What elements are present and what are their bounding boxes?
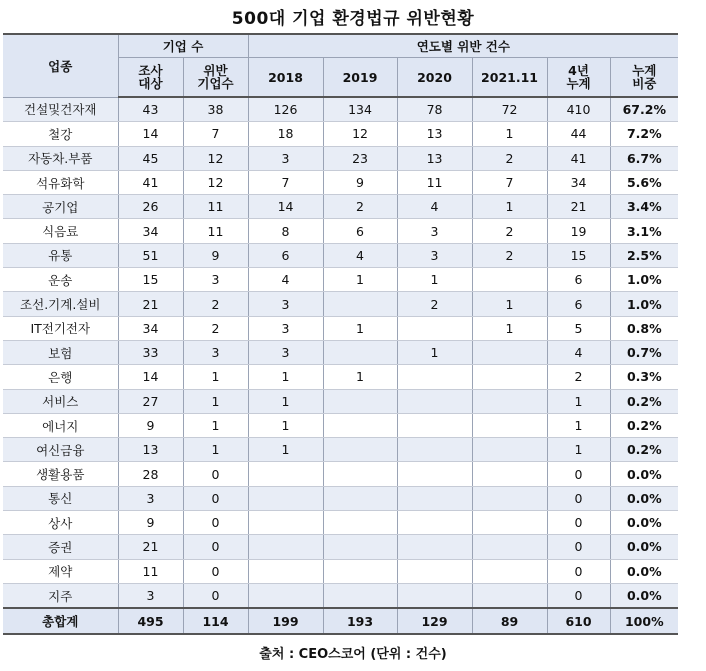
value-cell: 3 (248, 340, 323, 364)
value-cell: 1 (472, 316, 547, 340)
value-cell: 6 (547, 268, 610, 292)
value-cell: 2 (547, 365, 610, 389)
share-cell: 3.4% (610, 195, 678, 219)
value-cell: 34 (547, 170, 610, 194)
value-cell: 3 (118, 583, 183, 608)
value-cell: 3 (118, 486, 183, 510)
value-cell (397, 511, 472, 535)
value-cell: 2 (183, 292, 248, 316)
value-cell: 21 (547, 195, 610, 219)
share-cell: 0.7% (610, 340, 678, 364)
header-surveyed: 조사 대상 (118, 58, 183, 98)
header-industry: 업종 (3, 34, 118, 97)
value-cell (472, 365, 547, 389)
value-cell (323, 583, 397, 608)
value-cell: 0 (547, 535, 610, 559)
value-cell: 1 (323, 365, 397, 389)
value-cell: 1 (397, 340, 472, 364)
share-cell: 0.2% (610, 438, 678, 462)
value-cell: 1 (547, 413, 610, 437)
value-cell: 21 (118, 535, 183, 559)
value-cell: 0 (547, 462, 610, 486)
industry-cell: 상사 (3, 511, 118, 535)
share-cell: 0.0% (610, 462, 678, 486)
value-cell: 11 (183, 219, 248, 243)
value-cell (472, 438, 547, 462)
table-row (3, 559, 678, 583)
value-cell: 9 (118, 511, 183, 535)
table-row (3, 146, 678, 170)
value-cell: 2 (397, 292, 472, 316)
value-cell: 13 (397, 146, 472, 170)
value-cell (472, 462, 547, 486)
share-cell: 0.0% (610, 511, 678, 535)
value-cell: 3 (183, 268, 248, 292)
industry-cell: 식음료 (3, 219, 118, 243)
value-cell: 0 (183, 583, 248, 608)
table-row (3, 316, 678, 340)
industry-cell: 통신 (3, 486, 118, 510)
value-cell (323, 340, 397, 364)
value-cell (248, 486, 323, 510)
share-cell: 0.0% (610, 583, 678, 608)
value-cell: 1 (547, 389, 610, 413)
industry-cell: 보험 (3, 340, 118, 364)
share-cell: 1.0% (610, 292, 678, 316)
value-cell (323, 413, 397, 437)
industry-cell: 에너지 (3, 413, 118, 437)
total-cell: 114 (183, 608, 248, 634)
table-row (3, 413, 678, 437)
total-row (3, 608, 678, 634)
share-cell: 7.2% (610, 122, 678, 146)
value-cell: 11 (397, 170, 472, 194)
value-cell: 1 (183, 413, 248, 437)
value-cell: 1 (397, 268, 472, 292)
industry-cell: 여신금융 (3, 438, 118, 462)
value-cell (397, 559, 472, 583)
value-cell: 44 (547, 122, 610, 146)
industry-cell: 운송 (3, 268, 118, 292)
value-cell: 1 (547, 438, 610, 462)
value-cell (472, 486, 547, 510)
value-cell: 2 (183, 316, 248, 340)
value-cell: 13 (118, 438, 183, 462)
value-cell: 78 (397, 97, 472, 122)
value-cell: 38 (183, 97, 248, 122)
value-cell: 1 (323, 316, 397, 340)
value-cell: 8 (248, 219, 323, 243)
value-cell: 2 (472, 219, 547, 243)
value-cell: 3 (248, 292, 323, 316)
value-cell: 33 (118, 340, 183, 364)
value-cell: 3 (248, 146, 323, 170)
header-four-year-total: 4년 누계 (547, 58, 610, 98)
value-cell: 0 (183, 486, 248, 510)
value-cell: 0 (183, 511, 248, 535)
table-row (3, 292, 678, 316)
value-cell: 1 (472, 195, 547, 219)
value-cell: 7 (248, 170, 323, 194)
value-cell: 6 (248, 243, 323, 267)
share-cell: 0.3% (610, 365, 678, 389)
value-cell: 1 (248, 413, 323, 437)
total-cell: 610 (547, 608, 610, 634)
value-cell (472, 535, 547, 559)
value-cell: 4 (323, 243, 397, 267)
table-row (3, 438, 678, 462)
value-cell (397, 462, 472, 486)
value-cell (323, 486, 397, 510)
share-cell: 6.7% (610, 146, 678, 170)
value-cell (472, 340, 547, 364)
header-year-2019: 2019 (323, 58, 397, 98)
table-row (3, 389, 678, 413)
total-cell: 129 (397, 608, 472, 634)
table-row (3, 219, 678, 243)
value-cell: 0 (183, 462, 248, 486)
value-cell: 14 (118, 122, 183, 146)
value-cell (397, 316, 472, 340)
value-cell (323, 559, 397, 583)
value-cell: 2 (323, 195, 397, 219)
table-row (3, 122, 678, 146)
value-cell (323, 389, 397, 413)
value-cell: 0 (183, 559, 248, 583)
value-cell: 4 (397, 195, 472, 219)
value-cell (397, 583, 472, 608)
value-cell: 34 (118, 219, 183, 243)
value-cell: 72 (472, 97, 547, 122)
value-cell: 1 (323, 268, 397, 292)
value-cell: 1 (248, 389, 323, 413)
value-cell (248, 535, 323, 559)
value-cell: 12 (183, 170, 248, 194)
value-cell: 15 (547, 243, 610, 267)
value-cell: 43 (118, 97, 183, 122)
industry-cell: 유통 (3, 243, 118, 267)
table-row (3, 462, 678, 486)
value-cell: 9 (118, 413, 183, 437)
industry-cell: IT전기전자 (3, 316, 118, 340)
table-row (3, 365, 678, 389)
value-cell (472, 413, 547, 437)
value-cell: 1 (248, 365, 323, 389)
industry-cell: 지주 (3, 583, 118, 608)
value-cell (248, 511, 323, 535)
share-cell: 1.0% (610, 268, 678, 292)
header-company-count: 기업 수 (118, 34, 248, 58)
value-cell (248, 559, 323, 583)
table-row (3, 243, 678, 267)
value-cell: 7 (472, 170, 547, 194)
value-cell: 18 (248, 122, 323, 146)
share-cell: 0.8% (610, 316, 678, 340)
value-cell: 4 (248, 268, 323, 292)
value-cell: 15 (118, 268, 183, 292)
value-cell: 19 (547, 219, 610, 243)
source-note: 출처 : CEO스코어 (단위 : 건수) (259, 647, 447, 662)
value-cell: 14 (248, 195, 323, 219)
value-cell: 2 (472, 243, 547, 267)
table-row (3, 97, 678, 122)
table-row (3, 511, 678, 535)
value-cell: 45 (118, 146, 183, 170)
value-cell (397, 438, 472, 462)
total-cell: 89 (472, 608, 547, 634)
value-cell: 0 (547, 486, 610, 510)
total-cell: 495 (118, 608, 183, 634)
share-cell: 0.0% (610, 486, 678, 510)
value-cell: 1 (472, 122, 547, 146)
value-cell: 34 (118, 316, 183, 340)
value-cell (472, 511, 547, 535)
value-cell: 14 (118, 365, 183, 389)
share-cell: 5.6% (610, 170, 678, 194)
industry-cell: 철강 (3, 122, 118, 146)
header-violating: 위반 기업수 (183, 58, 248, 98)
value-cell (323, 511, 397, 535)
value-cell: 410 (547, 97, 610, 122)
value-cell: 23 (323, 146, 397, 170)
value-cell (397, 365, 472, 389)
value-cell: 3 (183, 340, 248, 364)
value-cell: 4 (547, 340, 610, 364)
violations-table (3, 33, 678, 635)
value-cell: 134 (323, 97, 397, 122)
industry-cell: 증권 (3, 535, 118, 559)
total-cell: 193 (323, 608, 397, 634)
value-cell: 12 (323, 122, 397, 146)
industry-cell: 자동차.부품 (3, 146, 118, 170)
table-row (3, 535, 678, 559)
industry-cell: 서비스 (3, 389, 118, 413)
value-cell: 6 (323, 219, 397, 243)
table-row (3, 268, 678, 292)
value-cell: 11 (183, 195, 248, 219)
value-cell (323, 535, 397, 559)
industry-cell: 석유화학 (3, 170, 118, 194)
value-cell: 27 (118, 389, 183, 413)
industry-cell: 제약 (3, 559, 118, 583)
industry-cell: 조선.기계.설비 (3, 292, 118, 316)
table-row (3, 195, 678, 219)
value-cell: 1 (472, 292, 547, 316)
value-cell: 0 (183, 535, 248, 559)
value-cell: 26 (118, 195, 183, 219)
value-cell: 5 (547, 316, 610, 340)
table-row (3, 486, 678, 510)
share-cell: 2.5% (610, 243, 678, 267)
value-cell: 1 (248, 438, 323, 462)
value-cell (472, 268, 547, 292)
value-cell: 51 (118, 243, 183, 267)
value-cell (472, 583, 547, 608)
total-label: 총합계 (3, 608, 118, 634)
value-cell: 41 (118, 170, 183, 194)
value-cell: 1 (183, 365, 248, 389)
value-cell: 9 (183, 243, 248, 267)
value-cell: 13 (397, 122, 472, 146)
industry-cell: 건설및건자재 (3, 97, 118, 122)
value-cell: 3 (397, 219, 472, 243)
total-cell: 199 (248, 608, 323, 634)
industry-cell: 은행 (3, 365, 118, 389)
value-cell (472, 389, 547, 413)
share-cell: 0.2% (610, 389, 678, 413)
value-cell: 41 (547, 146, 610, 170)
table-row (3, 340, 678, 364)
share-cell: 0.2% (610, 413, 678, 437)
value-cell: 3 (397, 243, 472, 267)
share-cell: 3.1% (610, 219, 678, 243)
total-cell: 100% (610, 608, 678, 634)
share-cell: 0.0% (610, 535, 678, 559)
value-cell: 21 (118, 292, 183, 316)
value-cell: 0 (547, 559, 610, 583)
value-cell: 12 (183, 146, 248, 170)
value-cell: 2 (472, 146, 547, 170)
value-cell (248, 462, 323, 486)
value-cell: 9 (323, 170, 397, 194)
value-cell (248, 583, 323, 608)
industry-cell: 생활용품 (3, 462, 118, 486)
value-cell (323, 438, 397, 462)
share-cell: 67.2% (610, 97, 678, 122)
value-cell: 7 (183, 122, 248, 146)
header-year-2021-11: 2021.11 (472, 58, 547, 98)
table-body (3, 97, 678, 608)
value-cell (397, 535, 472, 559)
value-cell: 3 (248, 316, 323, 340)
value-cell: 6 (547, 292, 610, 316)
value-cell (472, 559, 547, 583)
share-cell: 0.0% (610, 559, 678, 583)
header-year-2020: 2020 (397, 58, 472, 98)
header-year-2018: 2018 (248, 58, 323, 98)
value-cell: 0 (547, 583, 610, 608)
value-cell (397, 389, 472, 413)
value-cell (397, 486, 472, 510)
page-title: 500대 기업 환경법규 위반현황 (231, 9, 475, 29)
value-cell: 1 (183, 438, 248, 462)
value-cell: 0 (547, 511, 610, 535)
value-cell: 126 (248, 97, 323, 122)
header-yearly-violations: 연도별 위반 건수 (248, 34, 678, 58)
industry-cell: 공기업 (3, 195, 118, 219)
value-cell (397, 413, 472, 437)
value-cell: 28 (118, 462, 183, 486)
table-row (3, 583, 678, 608)
table-row (3, 170, 678, 194)
header-cumulative-share: 누계 비중 (610, 58, 678, 98)
value-cell (323, 462, 397, 486)
value-cell: 11 (118, 559, 183, 583)
value-cell (323, 292, 397, 316)
value-cell: 1 (183, 389, 248, 413)
